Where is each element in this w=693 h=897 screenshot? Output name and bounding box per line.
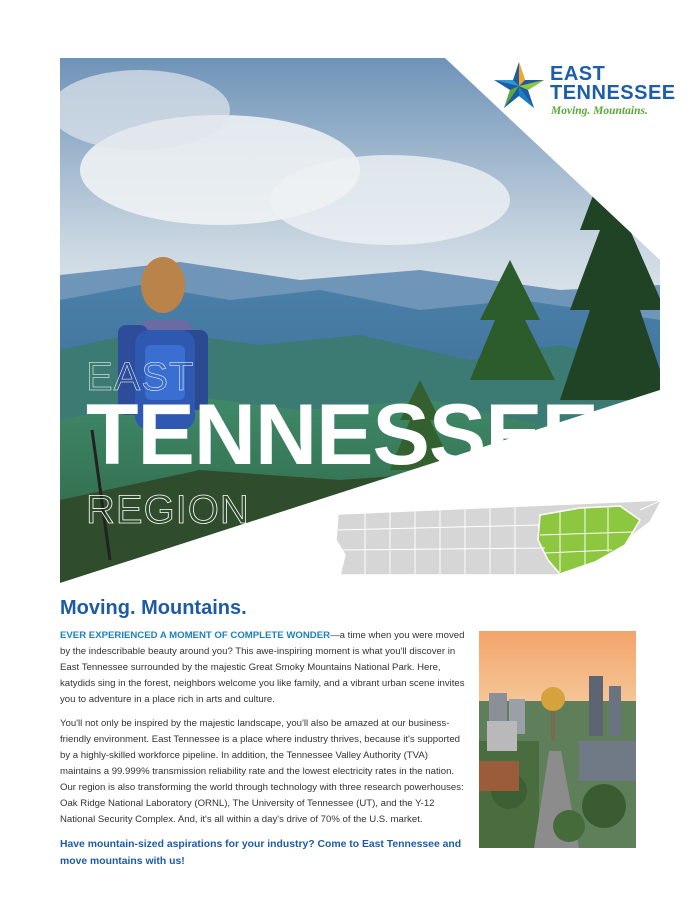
logo-tagline: Moving. Mountains.: [551, 105, 648, 117]
paragraph-1: [60, 628, 468, 708]
star-pinwheel-icon: [490, 58, 548, 116]
lead-in: EVER EXPERIENCED A MOMENT OF COMPLETE WONDER: [60, 630, 331, 641]
logo-text-east: EAST: [550, 63, 606, 85]
article-body: [60, 628, 468, 878]
call-to-action: Have mountain-sized aspirations for your industry? Come to East Tennessee and move mountains with us!: [60, 839, 462, 867]
city-photo: [479, 631, 636, 848]
logo-text-tennessee: TENNESSEE: [550, 82, 676, 104]
east-tennessee-logo: [490, 58, 676, 118]
hero-word-east: EAST: [86, 355, 195, 399]
paragraph-1-text: —a time when you were moved by the indescribable beauty around you? This awe-inspiring moment is what you'll discover in East Tennessee surrounded by the majestic Great Smoky Mountains National Park. Here, katydids sing in the forest, neighbors welcome you like family, and a vibrant urban scene invites you to adventure in a place rich in arts and culture.: [60, 630, 465, 705]
paragraph-2: You'll not only be inspired by the majestic landscape, you'll also be amazed at our business-friendly environment. East Tennessee is a place where industry thrives, because it's supported by a highly-skilled workforce pipeline. In addition, the Tennessee Valley Authority (TVA) maintains a 99.999% transmission reliability rate and the lowest electricity rates in the nation. Our region is also transforming the world through technology with three research powerhouses: Oak Ridge National Laboratory (ORNL), The University of Tennessee (UT), and the Y-12 National Security Complex. And, it's all within a day's drive of 70% of the U.S. market.: [60, 718, 464, 825]
article-title: Moving. Mountains.: [60, 597, 247, 619]
hero-word-tennessee: TENNESSEE: [86, 387, 598, 483]
hero-word-region: REGION: [86, 488, 250, 532]
